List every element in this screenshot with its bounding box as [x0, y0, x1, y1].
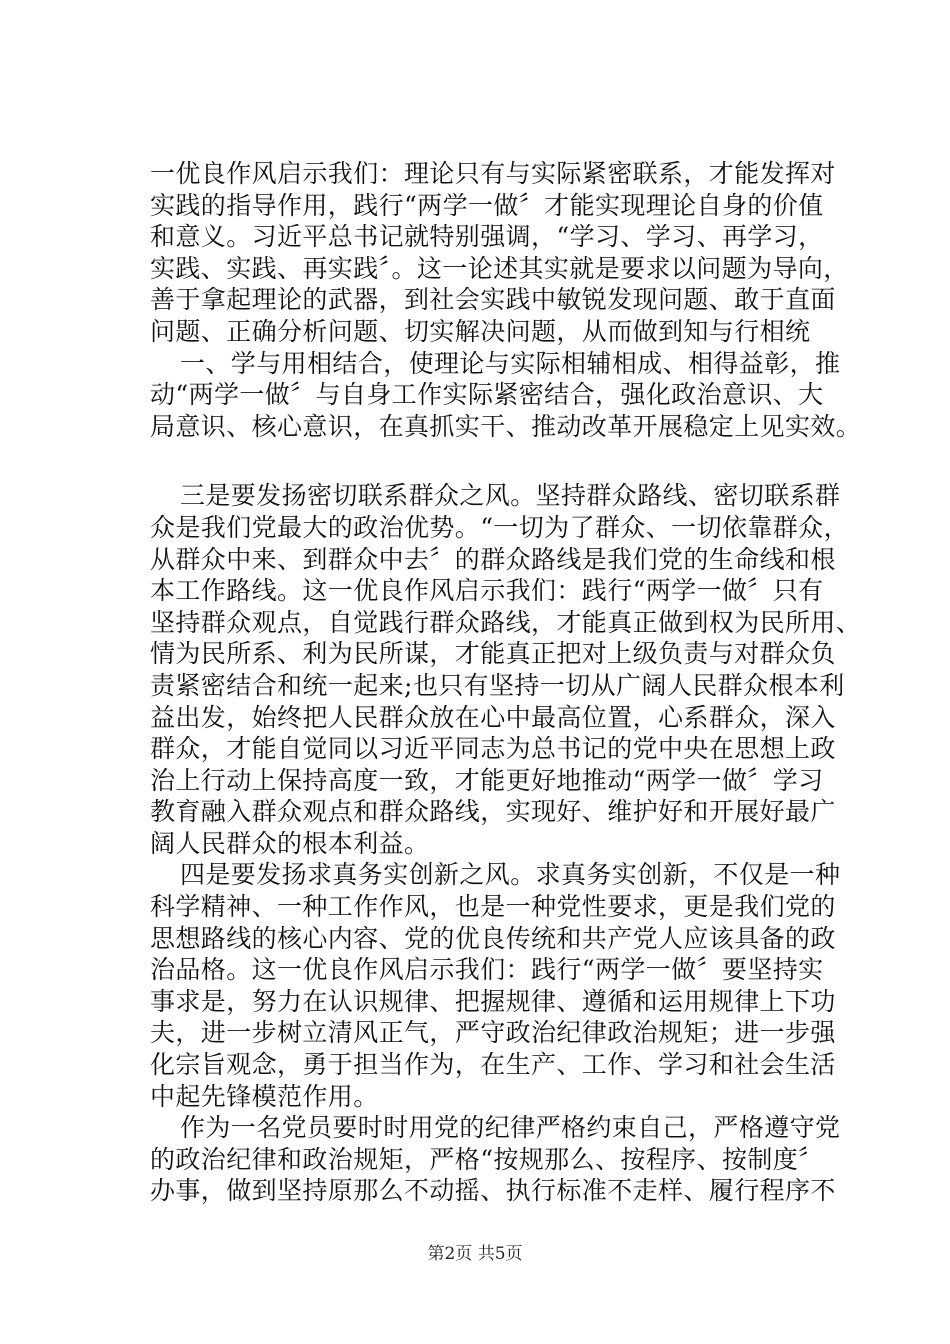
paragraph-3 — [150, 480, 862, 859]
text-line: 责紧密结合和统一起来;也只有坚持一切从广阔人民群众根本利 — [150, 670, 845, 700]
text-line: 化宗旨观念，勇于担当作为，在生产、工作、学习和社会生活 — [150, 1050, 836, 1080]
text-line: 善于拿起理论的武器，到社会实践中敏锐发现问题、敢于直面 — [150, 285, 836, 315]
paragraph-4 — [150, 859, 840, 1112]
text-line: 问题、正确分析问题、切实解决问题，从而做到知与行相统 — [150, 316, 811, 346]
text-line: 的政治纪律和政治规矩，严格“按规那么、按程序、按制度〞 — [150, 1144, 824, 1174]
paragraph-2 — [150, 348, 862, 443]
text-line: 办事，做到坚持原那么不动摇、执行标准不走样、履行程序不 — [150, 1176, 836, 1206]
paragraph-1 — [150, 158, 849, 348]
text-line: 夫，进一步树立清风正气，严守政治纪律政治规矩；进一步强 — [150, 1018, 836, 1048]
page-footer — [0, 1243, 950, 1265]
text-line: 从群众中来、到群众中去〞的群众路线是我们党的生命线和根 — [150, 544, 836, 574]
text-line: 治上行动上保持高度一致，才能更好地推动“两学一做〞学习 — [150, 765, 824, 795]
text-line: 教育融入群众观点和群众路线，实现好、维护好和开展好最广 — [150, 797, 836, 827]
text-line: 一、学与用相结合，使理论与实际相辅相成、相得益彰，推 — [180, 348, 841, 378]
text-line: 中起先锋模范作用。 — [150, 1081, 379, 1111]
text-line: 众是我们党最大的政治优势。“一切为了群众、一切依靠群众， — [150, 512, 849, 542]
text-line: 群众，才能自觉同以习近平同志为总书记的党中央在思想上政 — [150, 734, 836, 764]
text-line: 阔人民群众的根本利益。 — [150, 828, 430, 858]
text-line: 动“两学一做〞与自身工作实际紧密结合，强化政治意识、大 — [150, 380, 824, 410]
text-line: 情为民所系、利为民所谋，才能真正把对上级负责与对群众负 — [150, 639, 836, 669]
text-line: 思想路线的核心内容、党的优良传统和共产党人应该具备的政 — [150, 923, 836, 953]
text-line: 实践的指导作用，践行“两学一做〞才能实现理论自身的价值 — [150, 190, 824, 220]
text-line: 科学精神、一种工作作风，也是一种党性要求，更是我们党的 — [150, 892, 836, 922]
document-body — [150, 158, 862, 1207]
text-line: 治品格。这一优良作风启示我们：践行“两学一做〞要坚持实 — [150, 955, 824, 985]
text-line: 实践、实践、再实践〞。这一论述其实就是要求以问题为导向， — [150, 253, 849, 283]
text-line: 一优良作风启示我们：理论只有与实际紧密联系，才能发挥对 — [150, 159, 836, 188]
text-line: 三是要发扬密切联系群众之风。坚持群众路线、密切联系群 — [180, 481, 841, 511]
text-line: 本工作路线。这一优良作风启示我们：践行“两学一做〞只有 — [150, 576, 824, 606]
paragraph-spacer — [150, 442, 840, 480]
text-line: 事求是，努力在认识规律、把握规律、遵循和运用规律上下功 — [150, 986, 836, 1016]
text-line: 坚持群众观点，自觉践行群众路线，才能真正做到权为民所用、 — [150, 607, 862, 637]
paragraph-5 — [150, 1112, 840, 1207]
text-line: 益出发，始终把人民群众放在心中最高位置，心系群众，深入 — [150, 702, 836, 732]
text-line: 作为一名党员要时时用党的纪律严格约束自己，严格遵守党 — [180, 1113, 841, 1143]
page-number-label: 第2页 共5页 — [427, 1244, 523, 1264]
text-line: 局意识、核心意识，在真抓实干、推动改革开展稳定上见实效。 — [150, 411, 862, 441]
text-line: 四是要发扬求真务实创新之风。求真务实创新，不仅是一种 — [180, 860, 841, 890]
text-line: 和意义。习近平总书记就特别强调，“学习、学习、再学习， — [150, 222, 824, 252]
